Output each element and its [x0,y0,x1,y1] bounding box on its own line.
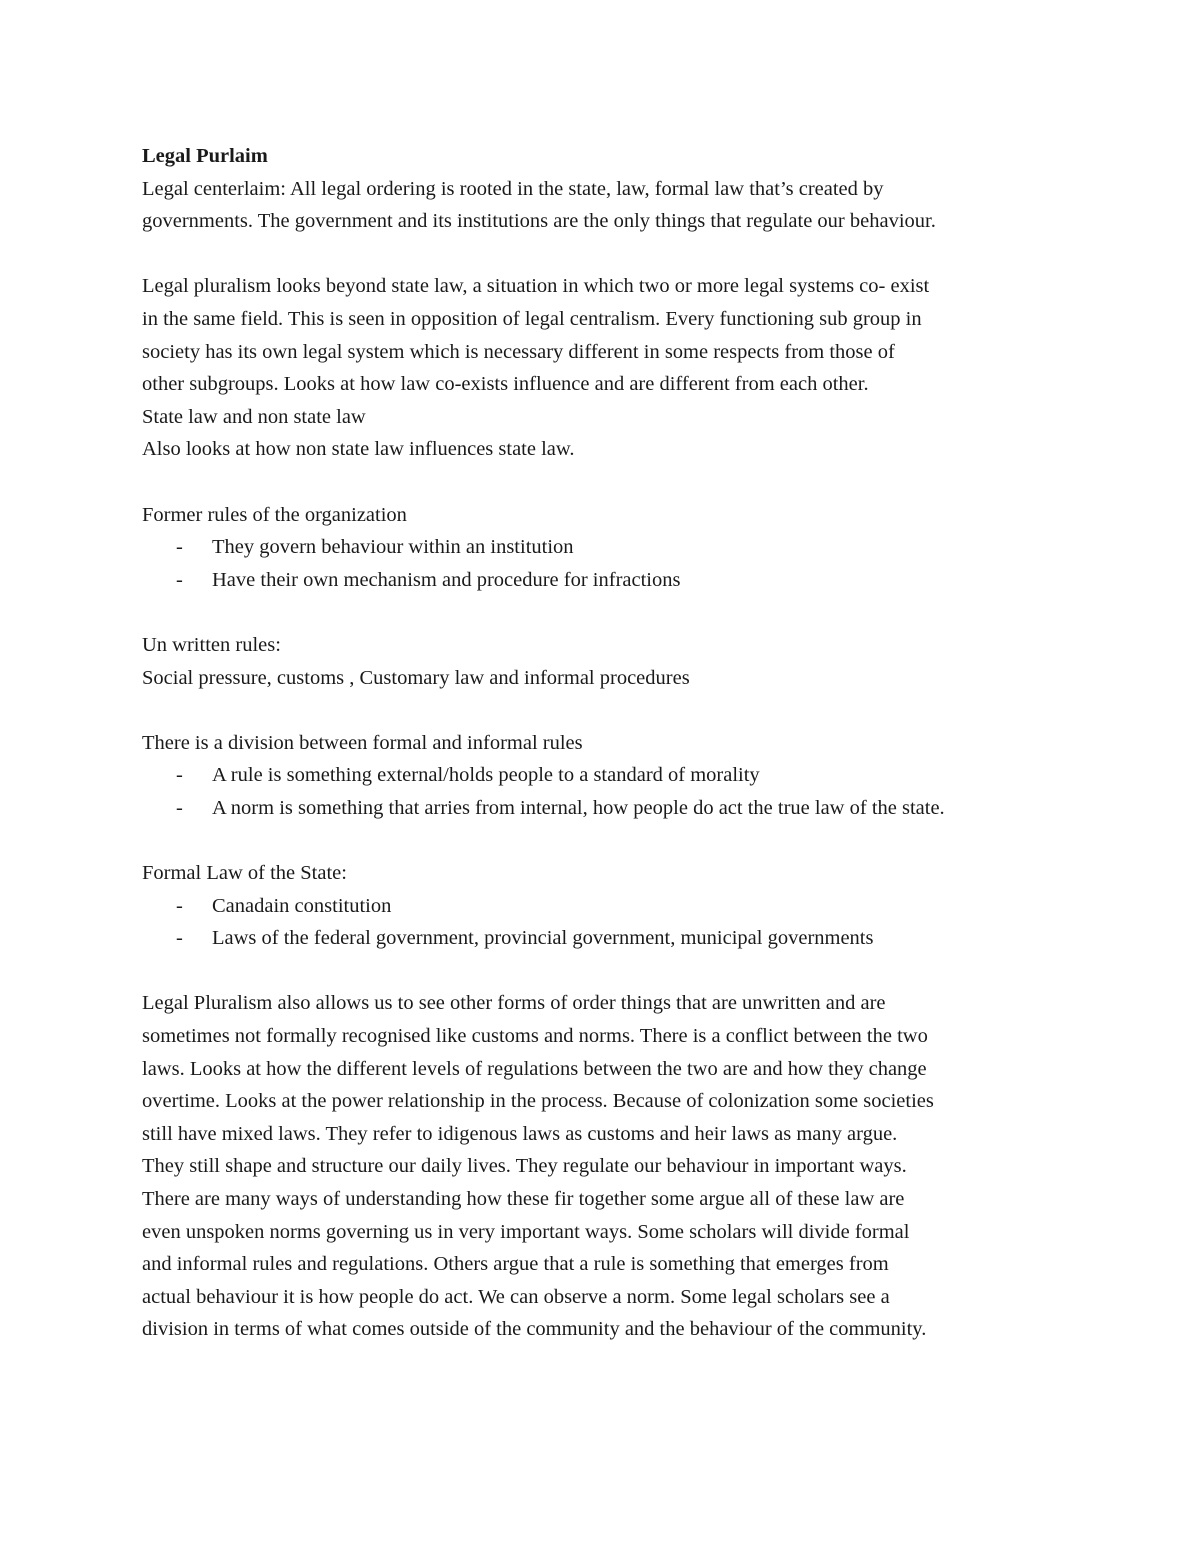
intro-paragraph [142,173,1072,238]
text-line: Also looks at how non state law influences state law. [142,438,575,461]
list-item [142,759,1072,792]
text-line: division in terms of what comes outside of the community and the behaviour of the community. [142,1318,927,1341]
dash-bullet: - [176,568,183,591]
dash-bullet: - [176,764,183,787]
document-title: Legal Purlaim [142,145,268,167]
blank-line [142,596,1072,629]
formal-law-list [142,890,1072,955]
list-item-text: They govern behaviour within an institution [212,536,574,559]
text-line: Legal pluralism looks beyond state law, a situation in which two or more legal systems co- exist [142,275,930,298]
list-item [142,792,1072,825]
text-line: Legal centerlaim: All legal ordering is rooted in the state, law, formal law that’s created by [142,177,884,200]
list-item [142,890,1072,923]
text-line: even unspoken norms governing us in very important ways. Some scholars will divide formal [142,1220,910,1243]
text-line: and informal rules and regulations. Others argue that a rule is something that emerges from [142,1253,889,1276]
text-line: still have mixed laws. They refer to idigenous laws as customs and heir laws as many argue. [142,1122,898,1145]
unwritten-rules-section [142,629,1072,694]
text-line: society has its own legal system which is necessary different in some respects from those of [142,340,895,363]
text-line: There are many ways of understanding how these fir together some argue all of these law are [142,1188,905,1210]
section-heading: Former rules of the organization [142,503,407,526]
blank-line [142,238,1072,271]
section-heading: There is a division between formal and informal rules [142,731,583,754]
pluralism-paragraph [142,270,1072,466]
dash-bullet: - [176,894,183,917]
former-rules-list [142,531,1072,596]
list-item [142,531,1072,564]
text-line: actual behaviour it is how people do act. We can observe a norm. Some legal scholars see a [142,1285,890,1308]
division-list [142,759,1072,824]
text-line: sometimes not formally recognised like customs and norms. There is a conflict between the two [142,1025,928,1048]
text-line: other subgroups. Looks at how law co-exists influence and are different from each other. [142,373,869,396]
blank-line [142,955,1072,988]
text-line: governments. The government and its institutions are the only things that regulate our behaviour. [142,210,936,233]
list-item-text: Canadain constitution [212,894,392,917]
dash-bullet: - [176,536,183,559]
section-heading: Formal Law of the State: [142,862,347,885]
text-line: laws. Looks at how the different levels of regulations between the two are and how they change [142,1057,927,1080]
text-line: State law and non state law [142,405,366,428]
list-item-text: Laws of the federal government, provincial government, municipal governments [212,927,874,950]
dash-bullet: - [176,927,183,950]
list-item-text: A norm is something that arries from internal, how people do act the true law of the state. [212,796,945,819]
list-item [142,922,1072,955]
list-item-text: A rule is something external/holds people to a standard of morality [212,764,760,787]
division-heading [142,727,1072,760]
section-heading: Un written rules: [142,633,281,656]
text-line: overtime. Looks at the power relationship in the process. Because of colonization some societies [142,1090,934,1113]
blank-line [142,466,1072,499]
text-line: in the same field. This is seen in opposition of legal centralism. Every functioning sub group in [142,307,922,330]
list-item-text: Have their own mechanism and procedure for infractions [212,568,681,591]
closing-paragraph [142,987,1072,1346]
blank-line [142,824,1072,857]
former-rules-heading [142,499,1072,532]
text-line: They still shape and structure our daily lives. They regulate our behaviour in important ways. [142,1155,907,1178]
formal-law-heading [142,857,1072,890]
document-page [142,140,1072,1346]
dash-bullet: - [176,796,183,819]
text-line: Social pressure, customs , Customary law and informal procedures [142,666,690,689]
list-item [142,564,1072,597]
text-line: Legal Pluralism also allows us to see other forms of order things that are unwritten and are [142,992,886,1015]
blank-line [142,694,1072,727]
